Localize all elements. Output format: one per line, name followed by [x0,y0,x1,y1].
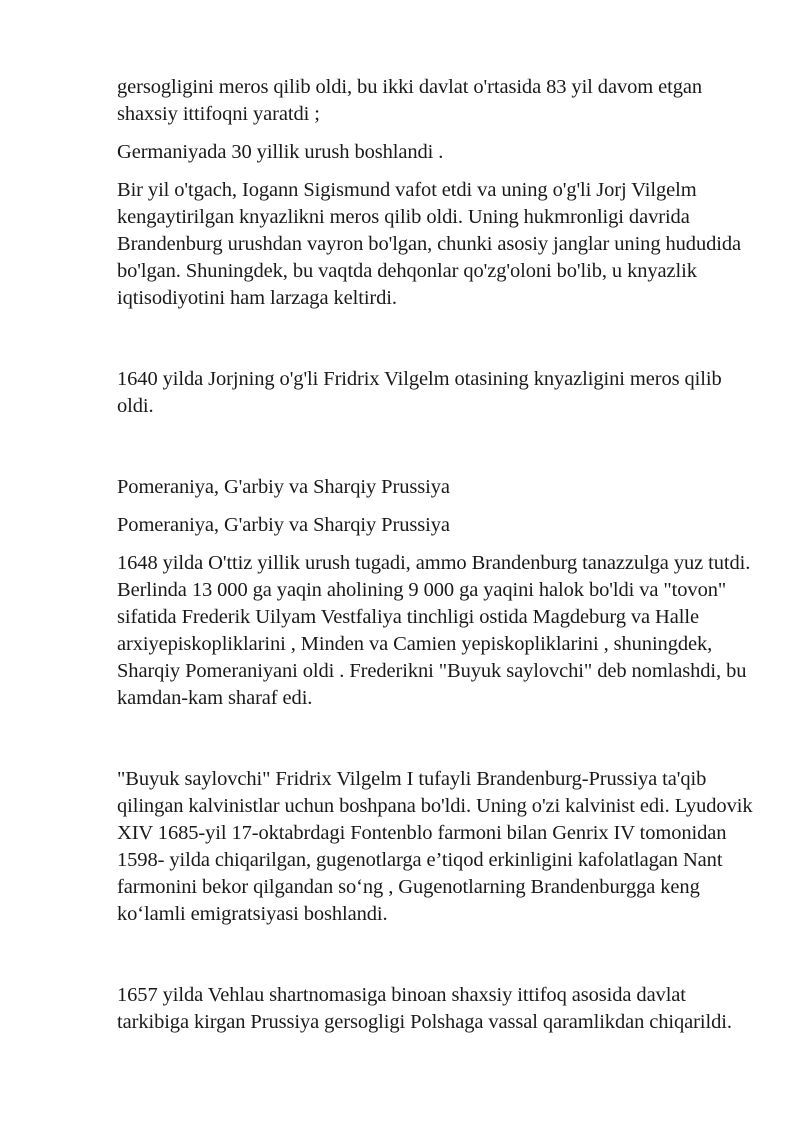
document-page [117,74,757,1036]
paragraph-1657: 1657 yilda Vehlau shartnomasiga binoan shaxsiy ittifoq asosida davlat tarkibiga kirgan Prussiya gersogligi Polshaga vassal qaramlikdan chiqarildi. [117,984,732,1033]
paragraph-great-elector: "Buyuk saylovchi" Fridrix Vilgelm I tufayli Brandenburg-Prussiya ta'qib qilingan kalvinistlar uchun boshpana bo'ldi. Uning o'zi kalvinist edi. Lyudovik XIV 1685-yil 17-oktabrdagi Fontenblo farmoni bilan Genrix IV tomonidan 1598- yilda chiqarilgan, gugenotlarga e’tiqod erkinligini kafolatlagan Nant farmonini bekor qilgandan so‘ng , Gugenotlarning Brandenburgga keng ko‘lamli emigratsiyasi boshlandi. [117,768,753,925]
paragraph-1640: 1640 yilda Jorjning o'g'li Fridrix Vilgelm otasining knyazligini meros qilib oldi. [117,368,722,417]
paragraph-inheritance-union: gersogligini meros qilib oldi, bu ikki davlat o'rtasida 83 yil davom etgan shaxsiy ittifoqni yaratdi ; [117,76,703,125]
section-heading: Pomeraniya, G'arbiy va Sharqiy Prussiya [117,476,450,498]
paragraph-thirty-years-war-start: Germaniyada 30 yillik urush boshlandi . [117,141,444,163]
section-heading-repeat: Pomeraniya, G'arbiy va Sharqiy Prussiya [117,514,450,536]
paragraph-georg-wilhelm: Bir yil o'tgach, Iogann Sigismund vafot etdi va uning o'g'li Jorj Vilgelm kengaytirilgan knyazlikni meros qilib oldi. Uning hukmronligi davrida Brandenburg urushdan vayron bo'lgan, chunki asosiy janglar uning hududida bo'lgan. Shuningdek, bu vaqtda dehqonlar qo'zg'oloni bo'lib, u knyazlik iqtisodiyotini ham larzaga keltirdi. [117,179,741,309]
paragraph-1648: 1648 yilda O'ttiz yillik urush tugadi, ammo Brandenburg tanazzulga yuz tutdi. Berlinda 13 000 ga yaqin aholining 9 000 ga yaqini halok bo'ldi va "tovon" sifatida Frederik Uilyam Vestfaliya tinchligi ostida Magdeburg va Halle arxiyepiskopliklarini , Minden va Camien yepiskopliklarini , shuningdek, Sharqiy Pomeraniyani oldi . Frederikni "Buyuk saylovchi" deb nomlashdi, bu kamdan-kam sharaf edi. [117,552,751,709]
